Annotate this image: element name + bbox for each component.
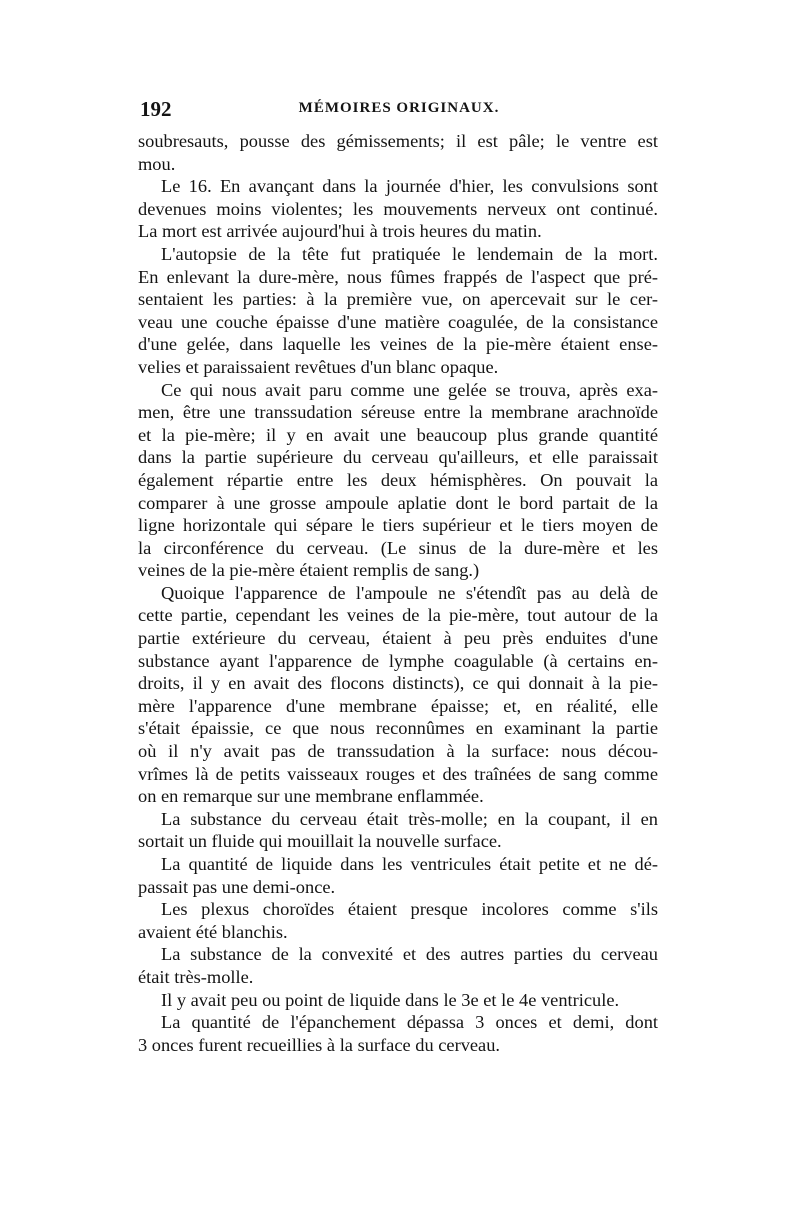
text-line: La quantité de liquide dans les ventricules était petite et ne dé-: [161, 854, 658, 874]
text-line: passait pas une demi-once.: [138, 876, 336, 897]
text-line: et la pie-mère; il y en avait une beaucoup plus grande quantité: [138, 424, 658, 445]
paragraph: [138, 943, 658, 988]
text-line: s'était épaissie, ce que nous reconnûmes en examinant la partie: [138, 718, 658, 739]
text-line: La quantité de l'épanchement dépassa 3 onces et demi, dont: [161, 1012, 658, 1033]
paragraph: [138, 1011, 658, 1056]
text-line: droits, il y en avait des flocons distincts), ce qui donnait à la pie-: [138, 673, 658, 694]
paragraph: [138, 582, 658, 808]
text-line: 3 onces furent recueillies à la surface du cerveau.: [138, 1034, 501, 1055]
text-line: soubresauts, pousse des gémissements; il est pâle; le ventre est: [138, 131, 658, 151]
text-line: vrîmes là de petits vaisseaux rouges et des traînées de sang comme: [138, 763, 658, 784]
text-line: mou.: [138, 153, 176, 174]
text-line: comparer à une grosse ampoule aplatie dont le bord partait de la: [138, 492, 658, 513]
text-line: men, être une transsudation séreuse entre la membrane arachnoïde: [138, 402, 658, 423]
text-line: La mort est arrivée aujourd'hui à trois heures du matin.: [138, 221, 542, 242]
text-line: veau une couche épaisse d'une matière coagulée, de la consistance: [138, 311, 658, 332]
page-header: [140, 97, 658, 123]
text-line: L'autopsie de la tête fut pratiquée le lendemain de la mort.: [161, 243, 658, 264]
page-number: 192: [140, 97, 172, 121]
paragraph: [138, 989, 658, 1012]
running-head: MÉMOIRES ORIGINAUX.: [298, 100, 500, 116]
text-line: La substance du cerveau était très-molle; en la coupant, il en: [161, 808, 658, 829]
text-line: Quoique l'apparence de l'ampoule ne s'étendît pas au delà de: [161, 582, 658, 603]
text-line: sortait un fluide qui mouillait la nouvelle surface.: [138, 831, 502, 852]
text-line: Il y avait peu ou point de liquide dans le 3e et le 4e ventricule.: [161, 989, 620, 1010]
text-line: sentaient les parties: à la première vue, on apercevait sur le cer-: [138, 289, 658, 310]
paragraph: [138, 130, 658, 175]
text-line: cette partie, cependant les veines de la pie-mère, tout autour de la: [138, 605, 658, 626]
text-line: mère l'apparence d'une membrane épaisse; et, en réalité, elle: [138, 695, 658, 716]
text-line: Ce qui nous avait paru comme une gelée se trouva, après exa-: [161, 379, 658, 400]
text-line: la circonférence du cerveau. (Le sinus de la dure-mère et les: [138, 537, 658, 558]
text-line: veines de la pie-mère étaient remplis de sang.): [138, 560, 480, 581]
text-line: était très-molle.: [138, 966, 254, 987]
body-text: [138, 130, 658, 1056]
text-line: dans la partie supérieure du cerveau qu'ailleurs, et elle paraissait: [138, 447, 658, 468]
text-line: Le 16. En avançant dans la journée d'hier, les convulsions sont: [161, 176, 658, 197]
text-line: ligne horizontale qui sépare le tiers supérieur et le tiers moyen de: [138, 515, 658, 536]
paragraph: [138, 175, 658, 243]
paragraph: [138, 898, 658, 943]
text-line: La substance de la convexité et des autres parties du cerveau: [161, 944, 658, 965]
text-line: En enlevant la dure-mère, nous fûmes frappés de l'aspect que pré-: [138, 266, 658, 287]
text-line: velies et paraissaient revêtues d'un blanc opaque.: [138, 356, 499, 377]
paragraph: [138, 243, 658, 379]
text-line: devenues moins violentes; les mouvements nerveux ont continué.: [138, 198, 658, 219]
text-line: Les plexus choroïdes étaient presque incolores comme s'ils: [161, 899, 658, 920]
text-line: substance ayant l'apparence de lymphe coagulable (à certains en-: [138, 650, 658, 671]
text-line: on en remarque sur une membrane enflammée.: [138, 786, 484, 807]
paragraph: [138, 808, 658, 853]
text-line: également répartie entre les deux hémisphères. On pouvait la: [138, 469, 658, 490]
text-line: d'une gelée, dans laquelle les veines de la pie-mère étaient ense-: [138, 334, 658, 355]
paragraph: [138, 379, 658, 582]
text-line: où il n'y avait pas de transsudation à la surface: nous décou-: [138, 741, 658, 762]
paragraph: [138, 853, 658, 898]
text-line: partie extérieure du cerveau, étaient à peu près enduites d'une: [138, 628, 658, 649]
text-line: avaient été blanchis.: [138, 921, 288, 942]
